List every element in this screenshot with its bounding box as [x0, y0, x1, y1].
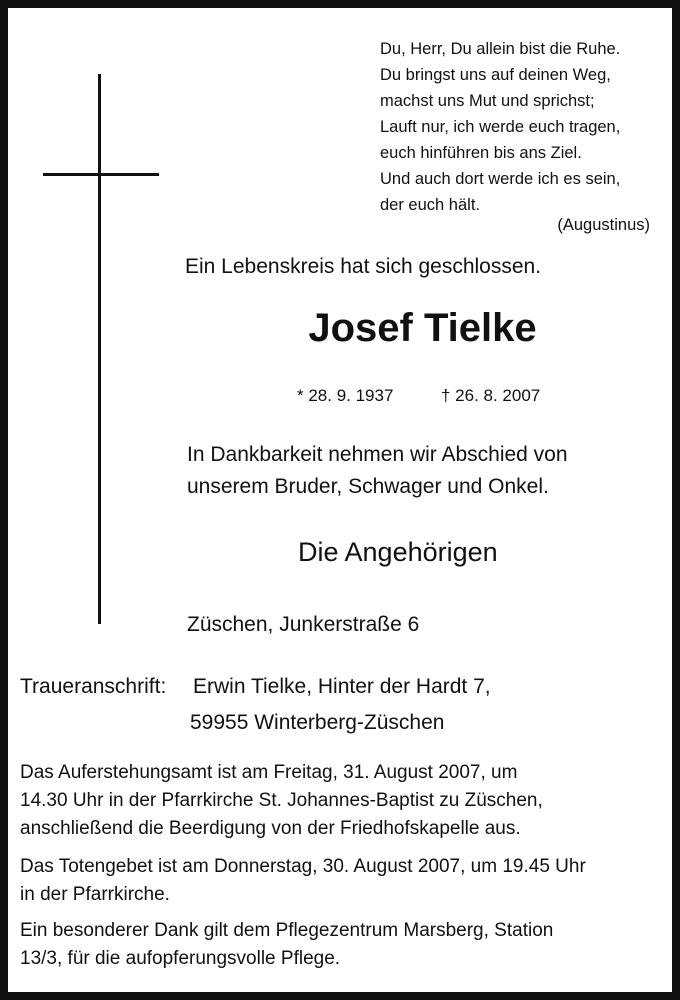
thanks-line: In Dankbarkeit nehmen wir Abschied von — [187, 443, 568, 466]
quote-line: euch hinführen bis ans Ziel. — [380, 144, 582, 162]
quote-line: Du, Herr, Du allein bist die Ruhe. — [380, 40, 621, 58]
family-signature: Die Angehörigen — [298, 537, 498, 567]
gratitude-paragraph — [20, 917, 553, 973]
quote-block — [380, 36, 620, 218]
deceased-name: Josef Tielke — [308, 306, 537, 350]
paragraph-line: Das Auferstehungsamt ist am Freitag, 31. August 2007, um — [20, 762, 518, 783]
paragraph-line: 13/3, für die aufopferungsvolle Pflege. — [20, 948, 341, 969]
quote-line: Du bringst uns auf deinen Weg, — [380, 66, 611, 84]
mourning-address-line1: Erwin Tielke, Hinter der Hardt 7, — [193, 675, 491, 698]
funeral-service-paragraph — [20, 759, 543, 843]
prayer-paragraph — [20, 853, 586, 909]
intro-line: Ein Lebenskreis hat sich geschlossen. — [185, 255, 542, 278]
death-date: † 26. 8. 2007 — [441, 386, 541, 405]
mourning-address-line2: 59955 Winterberg-Züschen — [190, 711, 445, 734]
cross-horizontal-bar — [43, 173, 159, 176]
quote-line: machst uns Mut und sprichst; — [380, 92, 595, 110]
mourning-address-label: Traueranschrift: — [20, 675, 167, 698]
thanks-line: unserem Bruder, Schwager und Onkel. — [187, 475, 549, 498]
paragraph-line: in der Pfarrkirche. — [20, 884, 170, 905]
family-address: Züschen, Junkerstraße 6 — [187, 613, 420, 636]
quote-line: der euch hält. — [380, 196, 480, 214]
quote-line: Und auch dort werde ich es sein, — [380, 170, 621, 188]
birth-date: * 28. 9. 1937 — [297, 386, 394, 405]
paragraph-line: Ein besonderer Dank gilt dem Pflegezentrum Marsberg, Station — [20, 920, 554, 941]
quote-line: Lauft nur, ich werde euch tragen, — [380, 118, 621, 136]
paragraph-line: Das Totengebet ist am Donnerstag, 30. August 2007, um 19.45 Uhr — [20, 856, 586, 877]
paragraph-line: 14.30 Uhr in der Pfarrkirche St. Johannes-Baptist zu Züschen, — [20, 790, 543, 811]
quote-author: (Augustinus) — [557, 216, 650, 234]
paragraph-line: anschließend die Beerdigung von der Friedhofskapelle aus. — [20, 818, 521, 839]
thanks-block — [187, 439, 568, 503]
